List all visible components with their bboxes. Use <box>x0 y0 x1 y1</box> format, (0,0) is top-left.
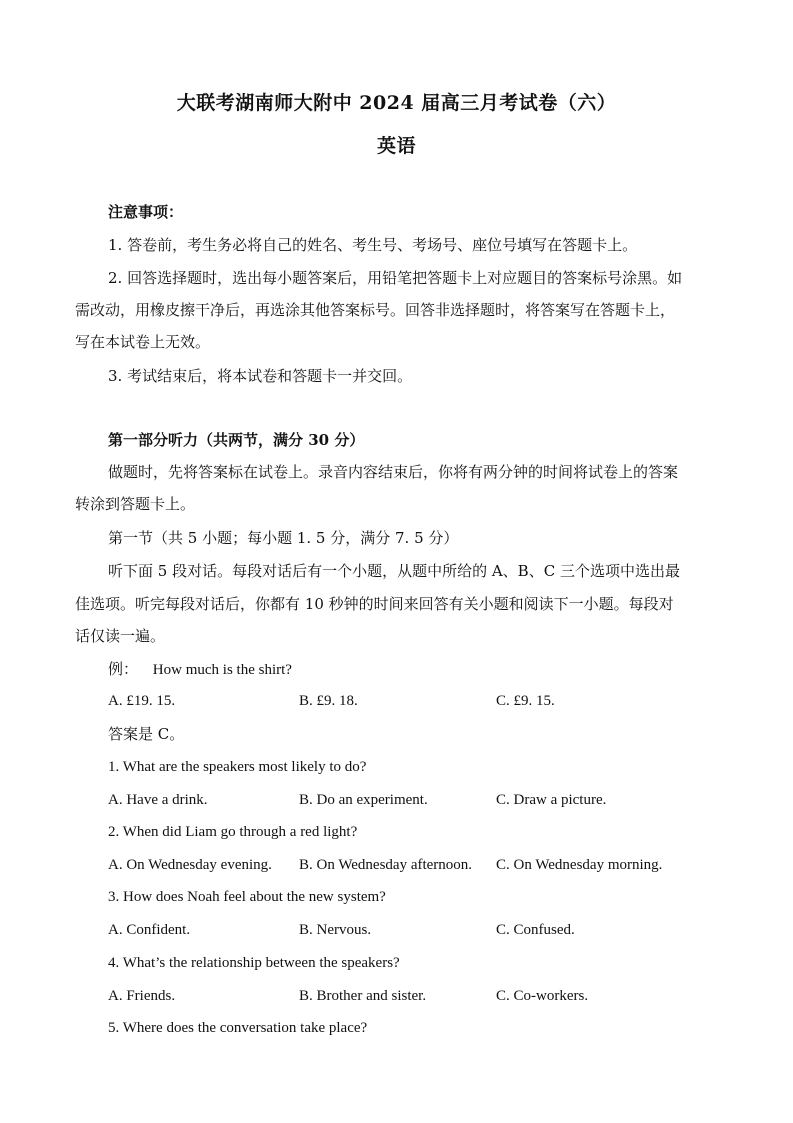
example-option-a: A. £19. 15. <box>108 693 176 709</box>
question-3-option-b: B. Nervous. <box>299 922 372 938</box>
question-1: 1. What are the speakers most likely to do? <box>108 759 367 775</box>
part1-intro-line-2: 转涂到答题卡上。 <box>75 495 196 513</box>
question-4-option-c: C. Co-workers. <box>496 988 589 1004</box>
example-option-c: C. £9. 15. <box>496 693 555 709</box>
question-1-option-a: A. Have a drink. <box>108 792 208 808</box>
example-answer: 答案是 C。 <box>108 725 185 743</box>
notice-item-3: 3. 考试结束后，将本试卷和答题卡一并交回。 <box>108 367 413 385</box>
question-1-option-c: C. Draw a picture. <box>496 792 607 808</box>
part1-intro-line-1: 做题时，先将答案标在试卷上。录音内容结束后，你将有两分钟的时间将试卷上的答案 <box>108 463 679 481</box>
part1-heading: 第一部分听力（共两节，满分 30 分） <box>108 431 365 449</box>
question-1-option-b: B. Do an experiment. <box>299 792 428 808</box>
notice-item-1: 1. 答卷前，考生务必将自己的姓名、考生号、考场号、座位号填写在答题卡上。 <box>108 236 638 254</box>
question-3-option-c: C. Confused. <box>496 922 575 938</box>
question-2-option-b: B. On Wednesday afternoon. <box>299 857 473 873</box>
instructions-line-2: 佳选项。听完每段对话后，你都有 10 秒钟的时间来回答有关小题和阅读下一小题。每段对 <box>75 595 674 613</box>
notice-item-2-line-1: 2. 回答选择题时，选出每小题答案后，用铅笔把答题卡上对应题目的答案标号涂黑。如 <box>108 269 683 287</box>
question-4-option-a: A. Friends. <box>108 988 176 1004</box>
subject-title: 英语 <box>376 135 416 157</box>
exam-title: 大联考湖南师大附中 2024 届高三月考试卷（六） <box>176 92 617 114</box>
example-option-b: B. £9. 18. <box>299 693 358 709</box>
notice-heading: 注意事项： <box>108 203 184 221</box>
example-label: 例： <box>108 660 139 678</box>
notice-item-2-line-3: 写在本试卷上无效。 <box>75 333 211 351</box>
section1-heading: 第一节（共 5 小题；每小题 1. 5 分，满分 7. 5 分） <box>108 529 459 547</box>
instructions-line-3: 话仅读一遍。 <box>75 627 166 645</box>
question-2-option-a: A. On Wednesday evening. <box>108 857 272 873</box>
question-3-option-a: A. Confident. <box>108 922 191 938</box>
example-question <box>108 659 292 680</box>
notice-item-2-line-2: 需改动，用橡皮擦干净后，再选涂其他答案标号。回答非选择题时，将答案写在答题卡上， <box>75 301 676 319</box>
question-4: 4. What’s the relationship between the speakers? <box>108 955 400 971</box>
example-question-text: How much is the shirt? <box>152 662 292 678</box>
question-3: 3. How does Noah feel about the new system? <box>108 889 386 905</box>
question-2-option-c: C. On Wednesday morning. <box>496 857 663 873</box>
question-5: 5. Where does the conversation take place? <box>108 1020 368 1036</box>
question-2: 2. When did Liam go through a red light? <box>108 824 358 840</box>
instructions-line-1: 听下面 5 段对话。每段对话后有一个小题，从题中所给的 A、B、C 三个选项中选出最 <box>108 562 680 580</box>
question-4-option-b: B. Brother and sister. <box>299 988 427 1004</box>
